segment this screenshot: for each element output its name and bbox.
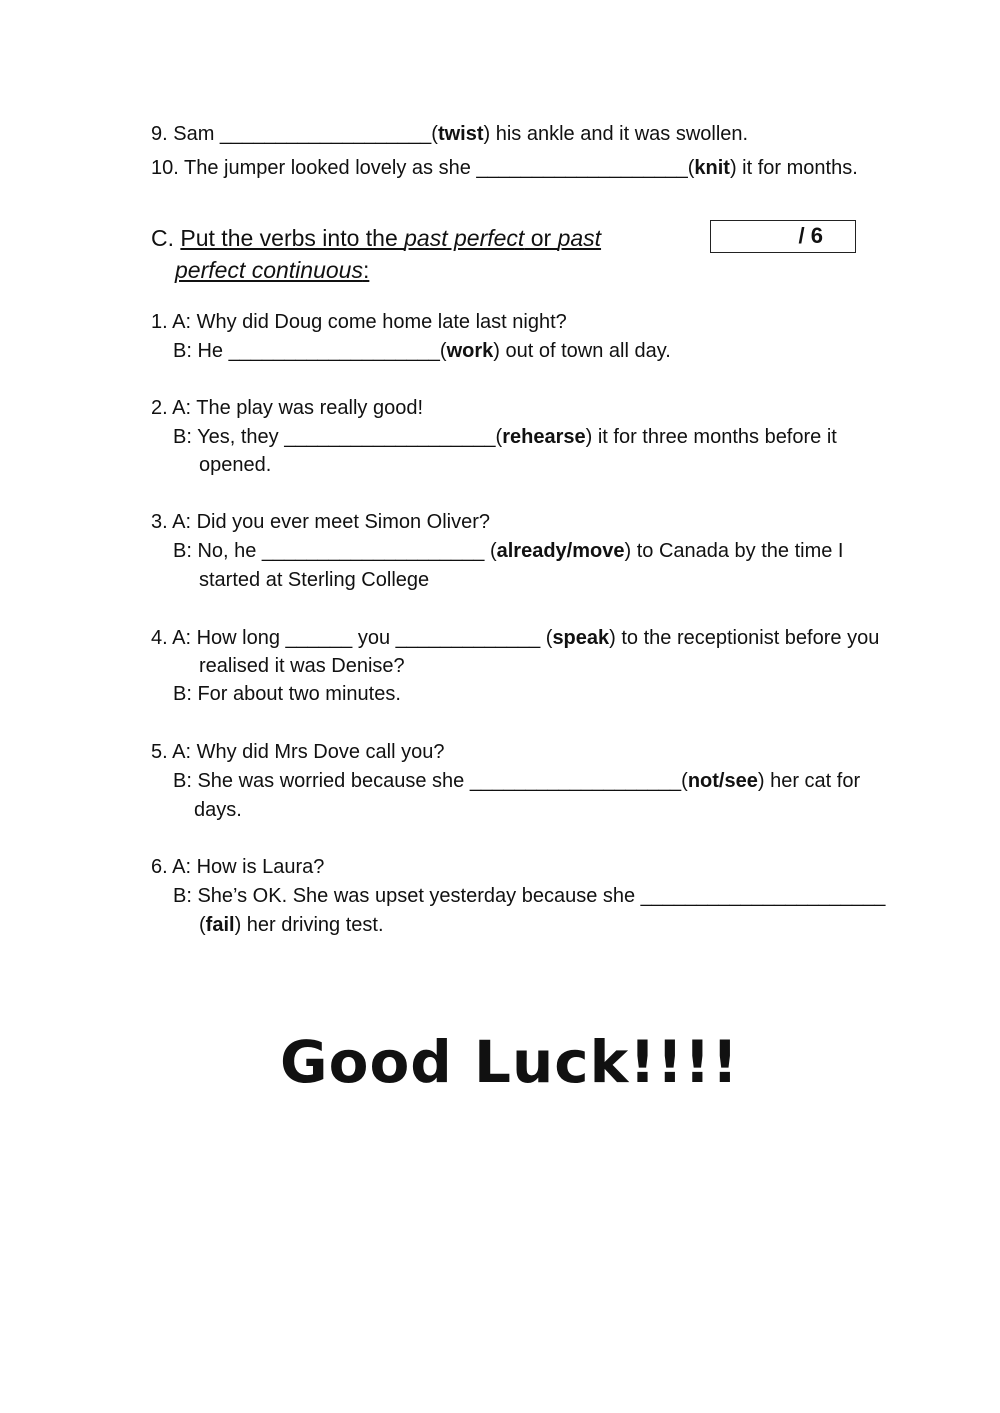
item-number: 10. — [151, 157, 179, 179]
item-9 — [151, 121, 748, 147]
heading-text-cont: perfect continuous: — [175, 257, 370, 283]
question-2-a: 2. A: The play was really good! — [151, 397, 424, 419]
good-luck-title: Good Luck!!!! — [280, 1028, 740, 1096]
question-1-b: B: He ___________________(work) out of town all day. — [173, 340, 671, 362]
question-4-b: B: For about two minutes. — [173, 683, 401, 705]
item-number: 9. — [151, 123, 168, 145]
heading-line-2 — [151, 254, 601, 286]
question-3-b-cont: started at Sterling College — [199, 569, 430, 591]
question-6-a: 6. A: How is Laura? — [151, 856, 325, 878]
verb-hint: rehearse — [502, 426, 586, 448]
item-10 — [151, 155, 858, 181]
question-5-b-cont: days. — [194, 799, 242, 821]
section-c-heading — [151, 222, 601, 286]
verb-hint: work — [446, 340, 494, 362]
heading-text: Put the verbs into the past perfect or past — [180, 225, 602, 251]
verb-hint: already/move — [496, 540, 625, 562]
question-3-b: B: No, he ____________________ (already/move) to Canada by the time I — [173, 540, 844, 562]
question-3-a: 3. A: Did you ever meet Simon Oliver? — [151, 511, 491, 533]
score-box: / 6 — [710, 220, 856, 253]
section-letter: C. — [151, 225, 174, 251]
question-1-a: 1. A: Why did Doug come home late last night? — [151, 311, 567, 333]
item-text: Sam ___________________( — [173, 123, 438, 145]
verb-hint: fail — [205, 914, 235, 936]
question-4-a: 4. A: How long ______ you _____________ (speak) to the receptionist before you — [151, 627, 880, 649]
question-2-b-cont: opened. — [199, 454, 272, 476]
verb-hint: speak — [552, 627, 610, 649]
question-4-a-cont: realised it was Denise? — [199, 655, 405, 677]
question-6-b: B: She’s OK. She was upset yesterday because she ______________________ — [173, 885, 886, 907]
question-2-b: B: Yes, they ___________________(rehearse) it for three months before it — [173, 426, 837, 448]
item-text: ) it for months. — [729, 157, 858, 179]
item-text: The jumper looked lovely as she ___________________( — [184, 157, 695, 179]
heading-line-1 — [151, 222, 601, 254]
question-5-b: B: She was worried because she ___________________(not/see) her cat for — [173, 770, 861, 792]
verb-hint: not/see — [687, 770, 758, 792]
verb-hint: knit — [694, 157, 730, 179]
verb-hint: twist — [437, 123, 484, 145]
item-text: ) his ankle and it was swollen. — [483, 123, 749, 145]
question-6-b-cont: (fail) her driving test. — [199, 914, 384, 936]
question-5-a: 5. A: Why did Mrs Dove call you? — [151, 741, 445, 763]
